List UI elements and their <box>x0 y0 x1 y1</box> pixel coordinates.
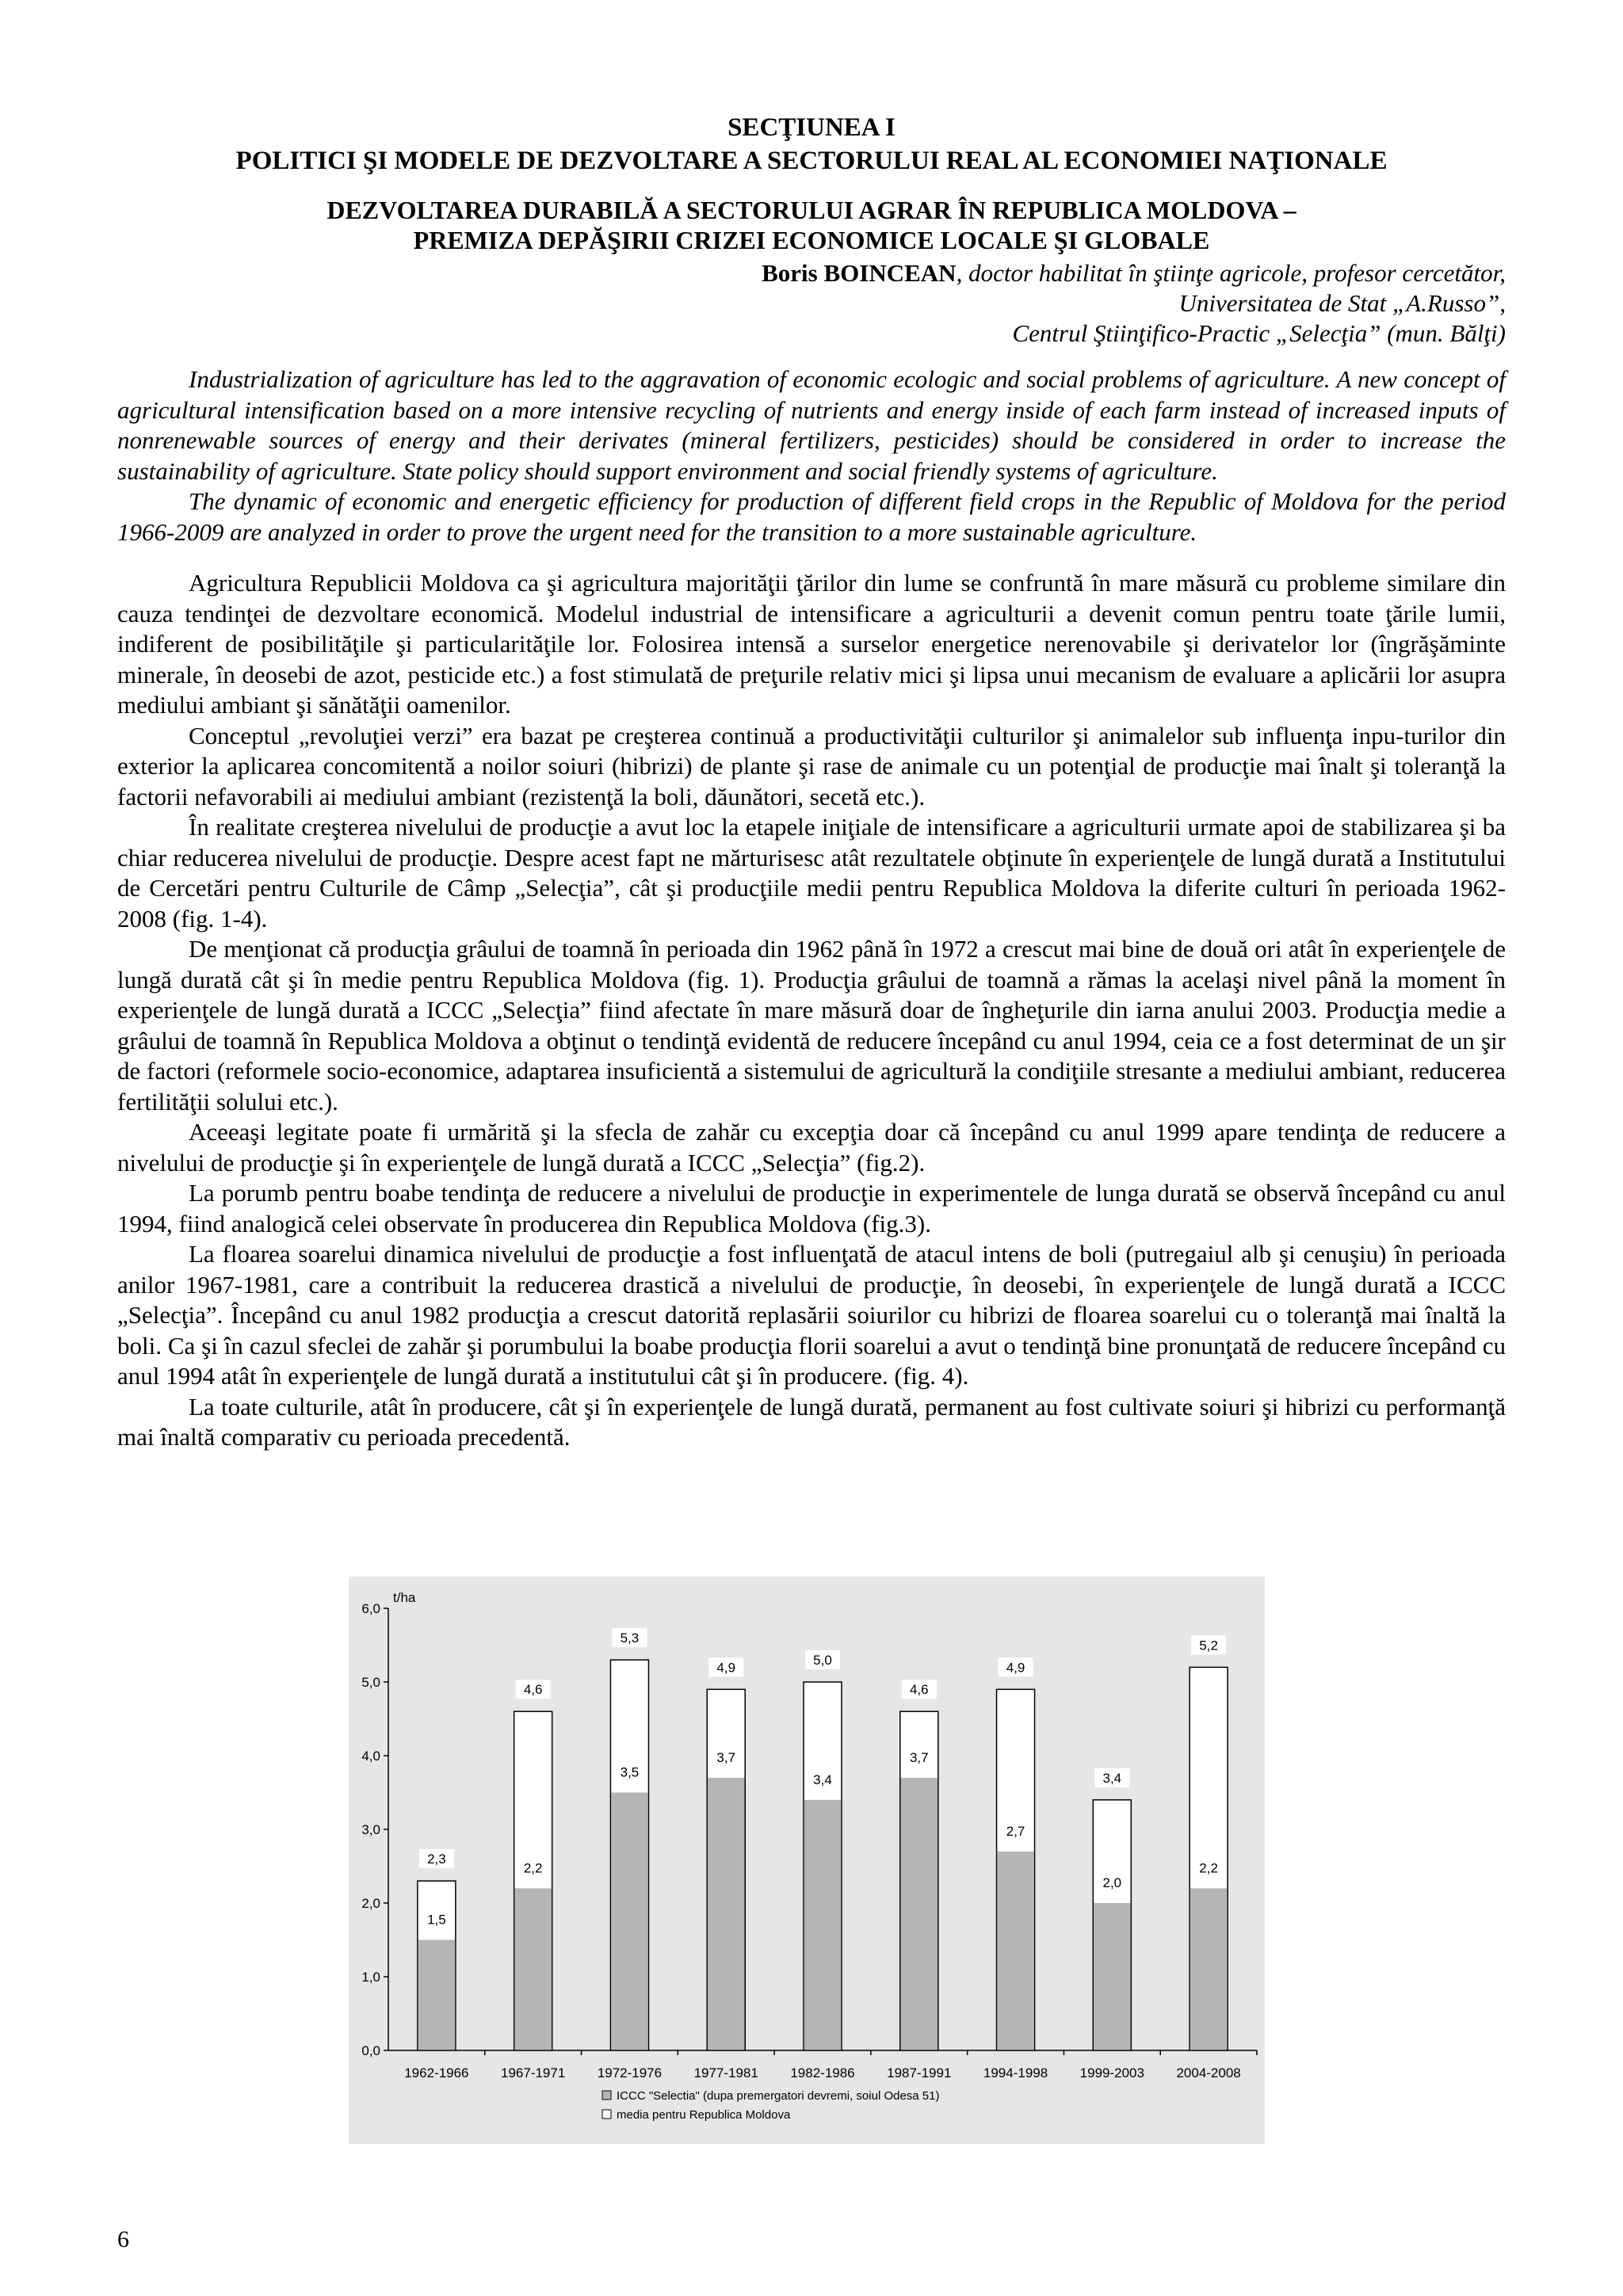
body-paragraph: La porumb pentru boabe tendinţa de reducere a nivelului de producţie in experimentele de lunga durată se observă începând cu anul 1994, fiind analogică celei observate în producerea din Republica Moldova (fig.3). <box>117 1179 1506 1238</box>
y-tick-label: 4,0 <box>361 1749 380 1764</box>
y-tick-label: 6,0 <box>361 1601 380 1616</box>
x-tick-label: 1967-1971 <box>501 2065 566 2081</box>
bar-media-moldova <box>1190 1888 1228 2050</box>
author-title: , doctor habilitat în ştiinţe agricole, profesor cercetător, <box>956 259 1506 287</box>
data-label-media: 1,5 <box>427 1912 446 1928</box>
y-tick-label: 5,0 <box>361 1675 380 1690</box>
data-label-media: 2,2 <box>523 1860 543 1876</box>
x-tick-label: 2004-2008 <box>1176 2065 1241 2081</box>
data-label-selectia: 3,4 <box>1102 1770 1122 1786</box>
x-tick-label: 1987-1991 <box>887 2065 952 2081</box>
author-affiliation-1: Universitatea de Stat „A.Russo”, <box>1178 289 1506 317</box>
body-paragraph: Conceptul „revoluţiei verzi” era bazat pe creşterea continuă a productivităţii culturilor şi animalelor sub influenţa inpu-turilor din exterior la aplicarea concomitentă a noilor soiuri (hibrizi) de plante şi rase de animale cu un potenţial de producţie mai înalt şi toleranţă la factorii nefavorabili ai mediului ambiant (rezistenţă la boli, dăunători, secetă etc.). <box>117 721 1506 810</box>
data-label-selectia: 2,3 <box>427 1852 446 1867</box>
author-block <box>117 258 1506 349</box>
bar-media-moldova <box>1094 1903 1131 2050</box>
data-label-selectia: 5,3 <box>620 1630 640 1646</box>
body-paragraph: Aceeaşi legitate poate fi urmărită şi la sfecla de zahăr cu excepţia doar că începând cu anul 1999 apare tendinţa de reducere a nivelului de producţie şi în experienţele de lungă durată a ICCC „Selecţia” (fig.2). <box>117 1118 1506 1177</box>
legend-label-selectia: ICCC "Selectia" (dupa premergatori devremi, soiul Odesa 51) <box>617 2089 940 2103</box>
body-paragraph: În realitate creşterea nivelului de producţie a avut loc la etapele iniţiale de intensificare a agriculturii urmate apoi de stabilizarea şi ba chiar reducerea nivelului de producţie. Despre acest fapt ne mărturisesc atât rezultatele obţinute în experienţele de lungă durată a Institutului de Cercetări pentru Culturile de Câmp „Selecţia”, cât şi producţiile medii pentru Republica Moldova la diferite culturi în perioada 1962-2008 (fig. 1-4). <box>117 813 1506 933</box>
bar-media-moldova <box>804 1800 842 2050</box>
x-tick-label: 1994-1998 <box>983 2065 1048 2081</box>
data-label-media: 3,7 <box>716 1749 736 1765</box>
bar-chart <box>349 1577 1265 2144</box>
author-affiliation-2: Centrul Ştiinţifico-Practic „Selecţia” (mun. Bălţi) <box>1012 319 1506 347</box>
article-title-line2: PREMIZA DEPĂŞIRII CRIZEI ECONOMICE LOCALE ŞI GLOBALE <box>413 226 1210 254</box>
bar-media-moldova <box>611 1793 648 2050</box>
author-name: Boris BOINCEAN <box>762 259 957 287</box>
y-tick-label: 3,0 <box>361 1822 380 1837</box>
abstract <box>117 364 1506 547</box>
data-label-media: 2,7 <box>1006 1823 1025 1839</box>
x-tick-label: 1962-1966 <box>404 2065 469 2081</box>
bar-media-moldova <box>418 1940 456 2050</box>
data-label-selectia: 4,9 <box>1006 1660 1025 1676</box>
data-label-media: 2,0 <box>1102 1875 1122 1890</box>
article-title-line1: DEZVOLTAREA DURABILĂ A SECTORULUI AGRAR ÎN REPUBLICA MOLDOVA – <box>327 196 1296 224</box>
x-tick-label: 1999-2003 <box>1079 2065 1144 2081</box>
bar-media-moldova <box>708 1778 745 2050</box>
body-paragraph: La floarea soarelui dinamica nivelului de producţie a fost influenţată de atacul intens de boli (putregaiul alb şi cenuşiu) în perioada anilor 1967-1981, care a contribuit la reducerea drastică a nivelului de producţie, în deosebi, în experienţele de lungă durată a ICCC „Selecţia”. Începând cu anul 1982 producţia a crescut datorită replasării soiurilor cu hibrizi de floarea soarelui cu o toleranţă mai înaltă la boli. Ca şi în cazul sfeclei de zahăr şi porumbului la boabe producţia florii soarelui a avut o tendinţă bine pronunţată de reducere începând cu anul 1994 atât în experienţele de lungă durată a institutului cât şi în producere. (fig. 4). <box>117 1240 1506 1390</box>
body-paragraph: Agricultura Republicii Moldova ca şi agricultura majorităţii ţărilor din lume se confruntă în mare măsură cu probleme similare din cauza tendinţei de dezvoltare economică. Modelul industrial de intensificare a agriculturii a devenit comun pentru toate ţările lumii, indiferent de posibilităţile şi particularităţile lor. Folosirea intensă a surselor energetice nerenovabile şi derivatelor lor (îngrăşăminte minerale, în deosebi de azot, pesticide etc.) a fost stimulată de preţurile relativ mici şi lipsa unui mecanism de evaluare a aplicării lor asupra mediului ambiant şi sănătăţii oamenilor. <box>117 569 1506 719</box>
y-tick-label: 0,0 <box>361 2043 380 2058</box>
data-label-selectia: 4,6 <box>523 1682 543 1698</box>
y-axis-label: t/ha <box>393 1590 416 1605</box>
x-tick-label: 1977-1981 <box>693 2065 758 2081</box>
page-content <box>117 111 1506 1453</box>
data-label-media: 3,7 <box>909 1749 929 1765</box>
body-paragraph: La toate culturile, atât în producere, cât şi în experienţele de lungă durată, permanent au fost cultivate soiuri şi hibrizi cu performanţă mai înaltă comparativ cu perioada precedentă. <box>117 1392 1506 1451</box>
bar-media-moldova <box>901 1778 938 2050</box>
section-title: SECŢIUNEA I <box>727 113 896 142</box>
data-label-selectia: 4,6 <box>909 1682 929 1698</box>
abstract-paragraph: The dynamic of economic and energetic efficiency for production of different field crops in the Republic of Moldova for the period 1966-2009 are analyzed in order to prove the urgent need for the transition to a more sustainable agriculture. <box>117 487 1506 546</box>
legend-swatch-media <box>602 2110 611 2119</box>
data-label-selectia: 5,0 <box>813 1653 832 1668</box>
data-label-selectia: 4,9 <box>716 1660 736 1676</box>
body-paragraph: De menţionat că producţia grâului de toamnă în perioada din 1962 până în 1972 a crescut mai bine de două ori atât în experienţele de lungă durată cât şi în medie pentru Republica Moldova (fig. 1). Producţia grâului de toamnă a rămas la acelaşi nivel până la moment în experienţele de lungă durată a ICCC „Selecţia” fiind afectate în mare măsură doar de îngheţurile din iarna anului 2003. Producţia medie a grâului de toamnă în Republica Moldova a obţinut o tendinţă evidentă de reducere începând cu anul 1994, ceia ce a fost determinat de un şir de factori (reformele socio-economice, adaptarea insuficientă a sistemului de agricultură la condiţiile stresante a mediului ambiant, reducerea fertilităţii solului etc.). <box>117 935 1506 1116</box>
x-tick-label: 1982-1986 <box>790 2065 855 2081</box>
legend-swatch-selectia <box>602 2091 611 2100</box>
y-tick-label: 1,0 <box>361 1970 380 1985</box>
data-label-media: 2,2 <box>1199 1860 1218 1876</box>
figure-1 <box>349 1577 1265 2144</box>
bar-media-moldova <box>997 1852 1034 2050</box>
legend-label-media: media pentru Republica Moldova <box>617 2108 791 2122</box>
x-tick-label: 1972-1976 <box>597 2065 663 2081</box>
data-label-media: 3,4 <box>813 1772 832 1787</box>
data-label-selectia: 5,2 <box>1199 1638 1218 1653</box>
y-tick-label: 2,0 <box>361 1896 380 1911</box>
section-subtitle: POLITICI ŞI MODELE DE DEZVOLTARE A SECTORULUI REAL AL ECONOMIEI NAŢIONALE <box>235 147 1388 175</box>
data-label-media: 3,5 <box>620 1764 640 1780</box>
bar-media-moldova <box>514 1888 552 2050</box>
page-number: 6 <box>117 2226 129 2252</box>
body-text <box>117 568 1506 1453</box>
abstract-paragraph: Industrialization of agriculture has led to the aggravation of economic ecologic and social problems of agriculture. A new concept of agricultural intensification based on a more intensive recycling of nutrients and energy inside of each farm instead of increased inputs of nonrenewable sources of energy and their derivates (mineral fertilizers, pesticides) should be considered in order to increase the sustainability of agriculture. State policy should support environment and social friendly systems of agriculture. <box>117 365 1506 485</box>
